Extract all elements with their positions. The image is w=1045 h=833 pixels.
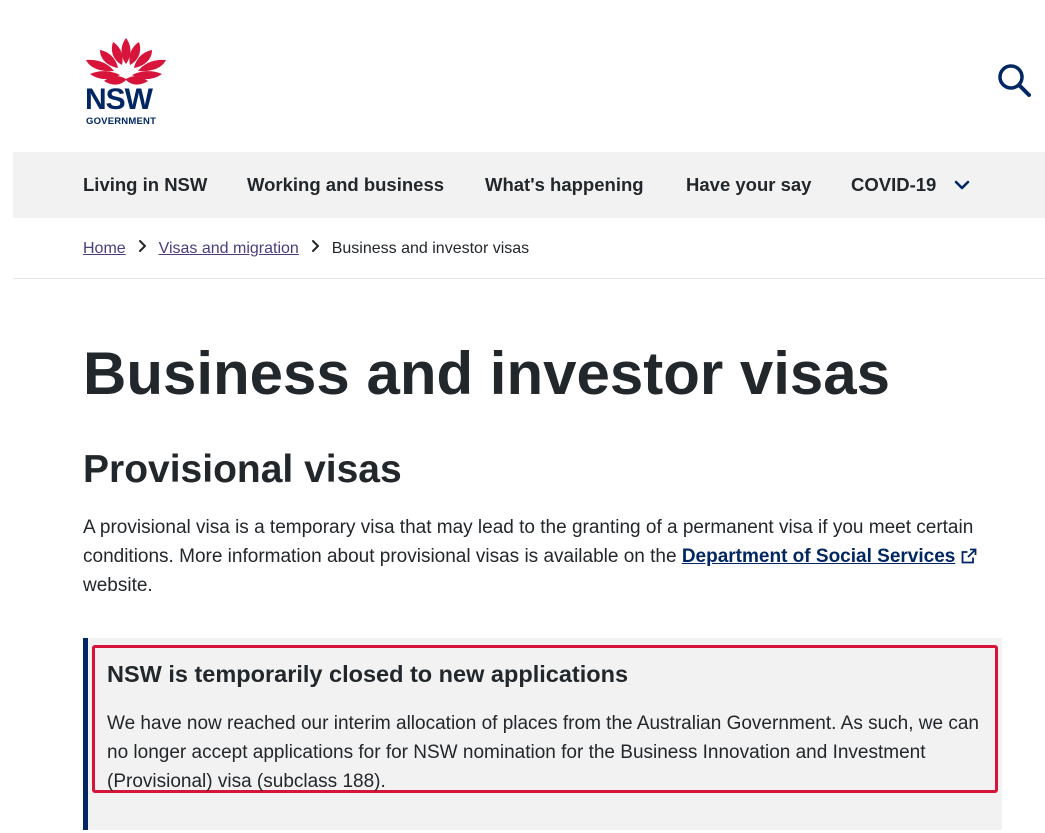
- nav-item-working-and-business[interactable]: Working and business: [247, 174, 445, 195]
- search-button[interactable]: [996, 62, 1034, 100]
- nav-item-have-your-say[interactable]: Have your say: [686, 174, 812, 195]
- external-link-icon: [961, 544, 977, 560]
- callout-title: NSW is temporarily closed to new applications: [107, 661, 629, 687]
- intro-text: A provisional visa is a temporary visa that may lead to the granting of a permanent visa if you meet certain conditions. More information about provisional visas is available on the: [83, 517, 974, 567]
- nav-item-covid-19[interactable]: COVID-19: [851, 174, 937, 195]
- nav-item-living-in-nsw[interactable]: Living in NSW: [83, 174, 208, 195]
- page-title: Business and investor visas: [83, 340, 891, 407]
- intro-suffix: website.: [83, 575, 153, 596]
- nsw-government-logo[interactable]: [80, 34, 172, 130]
- logo-subtext: GOVERNMENT: [86, 116, 157, 127]
- callout-body: We have now reached our interim allocation of places from the Australian Government. As such, we can no longer accept applications for for NSW nomination for the Business Innovation and Investment (Provisional) visa (subclass 188).: [107, 713, 979, 792]
- breadcrumb-home-link[interactable]: Home: [83, 240, 126, 258]
- breadcrumb: [83, 239, 529, 259]
- logo-wordmark: NSW: [85, 83, 152, 116]
- site-header: [0, 0, 1045, 152]
- main-navigation: [13, 152, 1045, 218]
- chevron-right-icon: [303, 239, 327, 259]
- intro-paragraph: [83, 513, 993, 600]
- divider: [13, 278, 1045, 279]
- chevron-right-icon: [130, 239, 154, 259]
- department-of-social-services-link[interactable]: Department of Social Services: [681, 546, 956, 567]
- breadcrumb-visas-link[interactable]: Visas and migration: [158, 240, 299, 258]
- search-icon: [996, 62, 1034, 100]
- section-title: Provisional visas: [83, 448, 402, 491]
- waratah-icon: [80, 34, 172, 86]
- nav-item-whats-happening[interactable]: What's happening: [485, 174, 644, 195]
- chevron-down-icon[interactable]: [953, 178, 971, 192]
- breadcrumb-current: Business and investor visas: [331, 240, 530, 258]
